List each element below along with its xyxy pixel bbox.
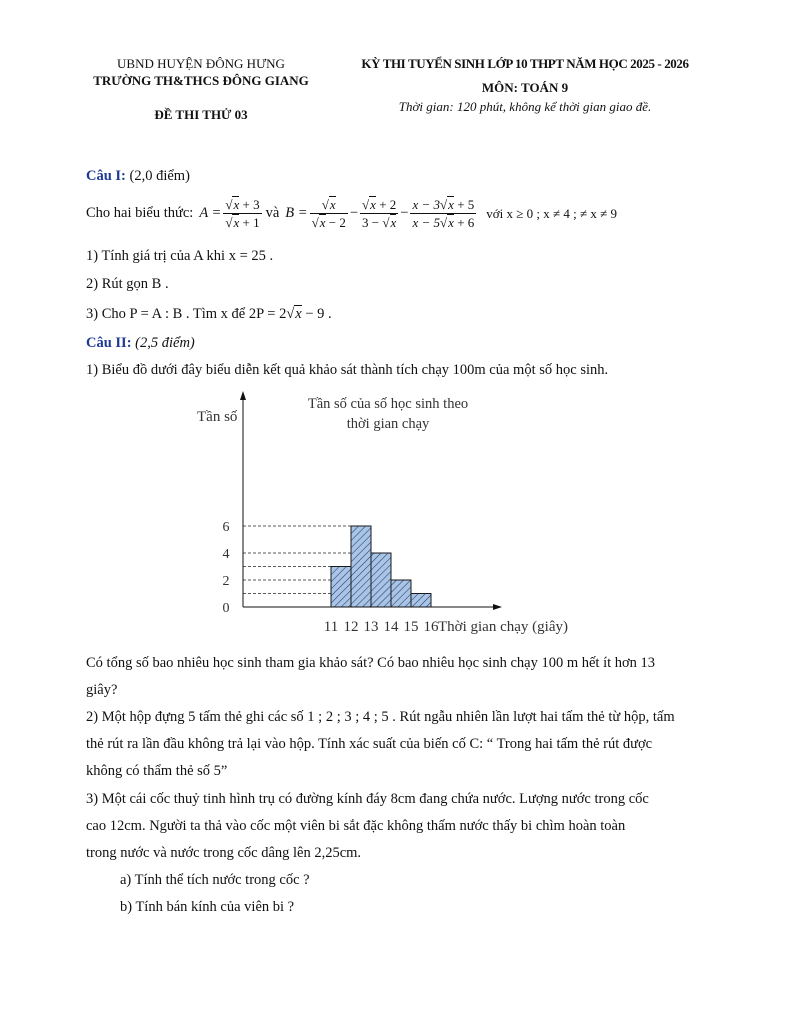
conditions: với x ≥ 0 ; x ≠ 4 ; ≠ x ≠ 9: [486, 205, 618, 221]
x-axis-label: Thời gian chạy (giây): [438, 619, 568, 635]
exam-code: ĐỀ THI THỬ 03: [154, 107, 248, 122]
b-fraction-1: $\frac{√x}{√x - 2}$: [311, 197, 346, 230]
x-tick-14: 14: [383, 619, 399, 635]
b-fraction-2: $\frac{√x + 2}{3 - √x}$: [362, 197, 397, 230]
and-word: và: [265, 205, 280, 221]
y-tick-6: 6: [222, 520, 230, 535]
question-2-label: Câu II:: [86, 335, 132, 351]
subject: MÔN: TOÁN 9: [481, 80, 569, 95]
minus-sign-1: −: [349, 205, 359, 221]
question-1-points: (2,0 điểm): [129, 168, 190, 184]
y-tick-labels: [223, 520, 230, 616]
y-axis-arrow-icon: [240, 391, 246, 400]
a-lhs: A =: [199, 205, 222, 221]
y-tick-0: 0: [222, 601, 230, 616]
b-fraction-3: $\frac{x - 3√x + 5}{x - 5√x + 6}$: [412, 197, 475, 230]
y-tick-4: 4: [222, 547, 230, 562]
x-tick-13: 13: [363, 619, 379, 635]
cylinder-question-b: b) Tính bán kính của viên bi ?: [120, 899, 295, 915]
question-1-part-1: 1) Tính giá trị của A khi x = 25 .: [86, 248, 274, 264]
expressions-intro: Cho hai biểu thức:: [86, 205, 194, 221]
x-tick-16: 16: [423, 619, 439, 635]
time-limit: Thời gian: 120 phút, không kể thời gian giao đề.: [398, 99, 652, 114]
x-tick-15: 15: [403, 619, 419, 635]
chart-question: Có tổng số bao nhiêu học sinh tham gia khảo sát? Có bao nhiêu học sinh chạy 100 m hết ít hơn 13 giây?: [86, 655, 656, 698]
question-1-part-2: 2) Rút gọn B .: [86, 276, 169, 292]
school-authority: UBND HUYỆN ĐÔNG HƯNG: [117, 56, 285, 71]
question-2-heading: [86, 335, 195, 352]
x-tick-11: 11: [323, 619, 339, 635]
expressions-line: [86, 196, 617, 231]
cylinder-question-a: a) Tính thể tích nước trong cốc ?: [120, 872, 310, 888]
chart-intro: 1) Biểu đồ dưới đây biểu diễn kết quả khảo sát thành tích chạy 100m của một số học sinh.: [86, 362, 609, 378]
question-1-part-3: 3) Cho P = A : B . Tìm x để 2P = 2√x − 9 .: [86, 306, 332, 322]
bar-13-14: [371, 553, 391, 607]
bar-14-15: [391, 580, 411, 607]
a-fraction: $\frac{√x + 3}{√x + 1}$: [225, 197, 260, 230]
b-lhs: B =: [285, 205, 308, 221]
exam-title: KỲ THI TUYỂN SINH LỚP 10 THPT NĂM HỌC 2025 - 2026: [361, 56, 689, 71]
y-tick-2: 2: [222, 574, 230, 589]
y-axis-label: Tần số: [197, 409, 238, 425]
bar-11-12: [331, 567, 351, 608]
question-1-heading: [86, 168, 190, 185]
probability-question: 2) Một hộp đựng 5 tấm thẻ ghi các số 1 ; 2 ; 3 ; 4 ; 5 . Rút ngẫu nhiên lần lượt hai tấm thẻ từ hộp, tấm thẻ rút ra lần đầu không trả lại vào hộp. Tính xác suất của biến cố C: “ Trong hai tấm thẻ rút được không có thẩm thẻ số 5”: [86, 709, 675, 779]
chart-title-line-2: thời gian chạy: [346, 416, 430, 432]
x-tick-labels: [324, 619, 439, 635]
minus-sign-2: −: [400, 205, 409, 221]
cylinder-question: 3) Một cái cốc thuỷ tinh hình trụ có đường kính đáy 8cm đang chứa nước. Lượng nước trong cốc cao 12cm. Người ta thả vào cốc một viên bi sắt đặc không thấm nước thấy bi chìm hoàn toàn trong nước và nước trong cốc dâng lên 2,25cm. a) Tính thể tích nước trong cốc ? b) Tính bán kính của viên bi ?: [86, 786, 706, 921]
chart-title-line-1: Tần số của số học sinh theo: [307, 396, 469, 412]
question-2-points: (2,5 điểm): [135, 335, 195, 351]
school-name: TRƯỜNG TH&THCS ĐÔNG GIANG: [93, 73, 309, 88]
x-tick-12: 12: [343, 619, 359, 635]
x-axis-arrow-icon: [493, 604, 502, 610]
histogram-chart: [180, 386, 600, 642]
question-1-label: Câu I:: [86, 168, 126, 184]
bars: [331, 526, 431, 607]
bar-15-16: [411, 594, 431, 608]
bar-12-13: [351, 526, 371, 607]
